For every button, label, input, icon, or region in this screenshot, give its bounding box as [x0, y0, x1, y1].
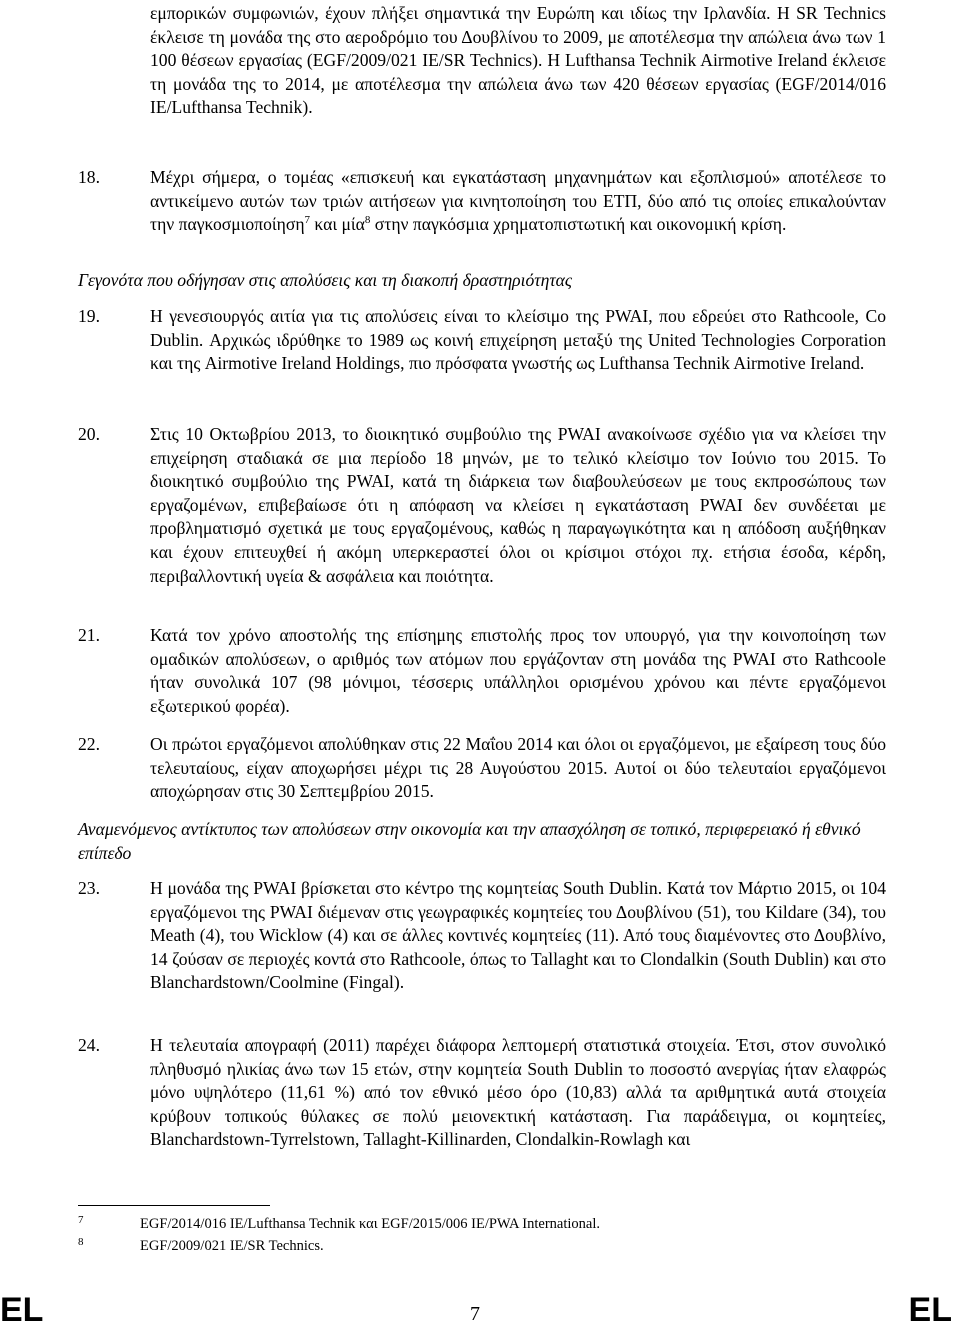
footnote-8 — [78, 1237, 886, 1255]
footer-language-right: EL — [908, 1291, 952, 1329]
paragraph-24 — [78, 1034, 886, 1152]
footnote-number: 8 — [78, 1236, 84, 1248]
paragraph-22 — [78, 733, 886, 804]
paragraph-body: Η τελευταία απογραφή (2011) παρέχει διάφορα λεπτομερή στατιστικά στοιχεία. Έτσι, στον συνολικό πληθυσμό ηλικίας άνω των 15 ετών, στην κομητεία South Dublin το ποσοστό ανεργίας ήταν ελαφρώς μόνο υψηλότερο (11,61 %) από τον εθνικό μέσο όρο (10,83) αλλά τα αριθμητικά αυτά στοιχεία κρύβουν τοπικούς θύλακες σε πολύ μειονεκτική κατάσταση. Για παράδειγμα, οι κομητείες, Blanchardstown-Tyrrelstown, Tallaght-Killinarden, Clondalkin-Rowlagh και — [150, 1035, 886, 1150]
paragraph-number: 23. — [78, 878, 100, 898]
paragraph-18 — [78, 166, 886, 237]
section-heading-events: Γεγονότα που οδήγησαν στις απολύσεις και τη διακοπή δραστηριότητας — [78, 270, 573, 290]
paragraph-body: Στις 10 Οκτωβρίου 2013, το διοικητικό συμβούλιο της PWAI ανακοίνωσε σχέδιο για να κλείσει την επιχείρηση σταδιακά σε μια περίοδο 18 μηνών, με το τελικό κλείσιμο τον Ιούνιο του 2015. Το διοικητικό συμβούλιο της PWAI, κατά τη διάρκεια των διαβουλεύσεων με τους εκπροσώπους των εργαζομένων, επιβεβαίωσε ότι η απόφαση να κλείσει η εγκατάσταση PWAI δεν συνδέεται με προβληματισμό σχετικά με τους εργαζομένους, καθώς η παραγωγικότητα και η απόδοση αυξήθηκαν και έχουν επιτευχθεί ή ακόμη υπερκεραστεί όλοι οι κρίσιμοι στόχοι πχ. ετήσια έσοδα, κέρδη, περιβαλλοντική υγεία & ασφάλεια και ποιότητα. — [150, 424, 886, 586]
paragraph-body — [150, 166, 886, 237]
paragraph-23 — [78, 877, 886, 995]
page-number: 7 — [470, 1303, 480, 1325]
footnote-7 — [78, 1215, 886, 1233]
paragraph-text: και μία — [310, 214, 365, 235]
paragraph-body: Η γενεσιουργός αιτία για τις απολύσεις είναι το κλείσιμο της PWAI, που εδρεύει στο Rathcoole, Co Dublin. Αρχικώς ιδρύθηκε το 1989 ως κοινή επιχείρηση μεταξύ της United Technologies Corporation και της Airmotive Ireland Holdings, πιο πρόσφατα γνωστής ως Lufthansa Technik Airmotive Ireland. — [150, 306, 886, 374]
paragraph-number: 22. — [78, 734, 100, 754]
paragraph-number: 24. — [78, 1035, 100, 1055]
paragraph-number: 19. — [78, 306, 100, 326]
paragraph-body: Κατά τον χρόνο αποστολής της επίσημης επιστολής προς τον υπουργό, για την κοινοποίηση των ομαδικών απολύσεων, ο αριθμός των ατόμων που εργάζονταν στη μονάδα της PWAI στο Rathcoole ήταν συνολικά 107 (98 μόνιμοι, τέσσερις υπάλληλοι ορισμένου χρόνου και πέντε εργαζόμενοι εξωτερικού φορέα). — [150, 625, 886, 716]
paragraph-body: Η μονάδα της PWAI βρίσκεται στο κέντρο της κομητείας South Dublin. Κατά τον Μάρτιο 2015, οι 104 εργαζόμενοι της PWAI διέμεναν στις γεωγραφικές κομητείες του Δουβλίνου (51), του Kildare (34), του Meath (4), του Wicklow (4) και σε άλλες κοντινές κομητείες (11). Από τους διαμένοντες στο Δουβλίνο, 14 ζούσαν σε περιοχές κοντά στο Rathcoole, όπως το Tallaght και το Clondalkin (South Dublin) και στο Blanchardstown/Coolmine (Fingal). — [150, 878, 886, 993]
paragraph-21 — [78, 624, 886, 718]
footer-language-left: EL — [0, 1291, 44, 1329]
footnote-divider — [78, 1205, 270, 1206]
paragraph-number: 20. — [78, 424, 100, 444]
footnote-text: EGF/2014/016 IE/Lufthansa Technik και EGF/2015/006 IE/PWA International. — [140, 1216, 600, 1232]
footnote-number: 7 — [78, 1214, 84, 1226]
paragraph-text: στην παγκόσμια χρηματοπιστωτική και οικονομική κρίση. — [370, 214, 787, 235]
paragraph-19 — [78, 305, 886, 376]
footnote-ref-7[interactable]: 7 — [304, 214, 311, 227]
section-heading-impact: Αναμενόμενος αντίκτυπος των απολύσεων στην οικονομία και την απασχόληση σε τοπικό, περιφερειακό ή εθνικό επίπεδο — [78, 819, 861, 863]
footnote-ref-8[interactable]: 8 — [364, 214, 371, 227]
footnote-text: EGF/2009/021 IE/SR Technics. — [140, 1238, 324, 1254]
paragraph-20 — [78, 423, 886, 588]
paragraph-body: Οι πρώτοι εργαζόμενοι απολύθηκαν στις 22 Μαΐου 2014 και όλοι οι εργαζόμενοι, με εξαίρεση τους δύο τελευταίους, είχαν αποχωρήσει μέχρι τις 28 Αυγούστου 2015. Αυτοί οι δύο τελευταίοι εργαζόμενοι αποχώρησαν στις 30 Σεπτεμβρίου 2015. — [150, 734, 886, 802]
paragraph-text: Μέχρι σήμερα, ο τομέας «επισκευή και εγκατάσταση μηχανημάτων και εξοπλισμού» αποτέλεσε το αντικείμενο αυτών των τριών αιτήσεων για κινητοποίηση του ΕΤΠ, δύο από τις οποίες επικαλούνταν την παγκοσμιοποίηση — [150, 167, 886, 235]
paragraph-number: 18. — [78, 167, 100, 187]
continuation-paragraph: εμπορικών συμφωνιών, έχουν πλήξει σημαντικά την Ευρώπη και ιδίως την Ιρλανδία. Η SR Technics έκλεισε τη μονάδα της στο αεροδρόμιο του Δουβλίνου το 2009, με αποτέλεσμα την απώλεια άνω των 1 100 θέσεων εργασίας (EGF/2009/021 IE/SR Technics). Η Lufthansa Technik Airmotive Ireland έκλεισε τη μονάδα της το 2014, με αποτέλεσμα την απώλεια άνω των 420 θέσεων εργασίας (EGF/2014/016 IE/Lufthansa Technik). — [150, 3, 886, 118]
paragraph-number: 21. — [78, 625, 100, 645]
